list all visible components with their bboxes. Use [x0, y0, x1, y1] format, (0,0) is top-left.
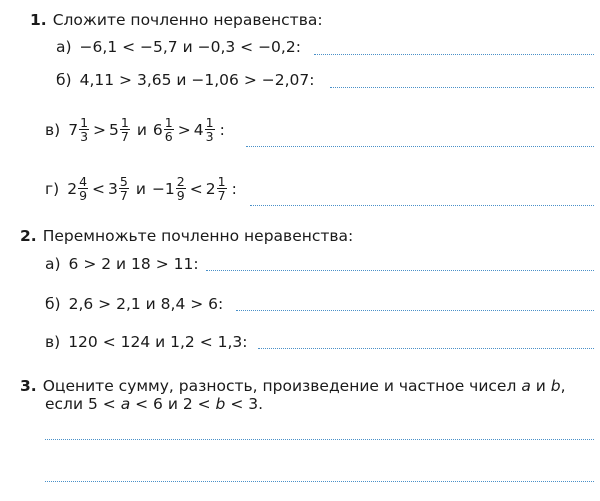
task-3-condition [45, 394, 263, 414]
task-3-line1: Оцените сумму, разность, произведение и частное чисел [42, 377, 517, 395]
fraction-numerator: 2 [176, 174, 185, 189]
task-2b-item [45, 294, 223, 314]
fraction-numerator: 5 [119, 174, 128, 189]
comparison-operator: < [92, 179, 106, 198]
fraction-numerator: 4 [79, 174, 88, 189]
task-3-comma: , [560, 377, 566, 395]
fraction-numerator: 1 [205, 115, 214, 130]
task-2v-label: в) [45, 333, 61, 351]
variable-b: b [550, 377, 561, 395]
task-3-condition-mid: < 6 и 2 < [135, 395, 211, 413]
task-1b-label: б) [56, 71, 72, 89]
task-2v-item [45, 332, 248, 352]
fraction [119, 175, 129, 202]
comparison-operator: > [177, 120, 191, 139]
task-2b-label: б) [45, 295, 61, 313]
fraction [205, 116, 215, 143]
item-colon: : [219, 120, 225, 139]
task-2v-answer-line[interactable] [258, 348, 594, 349]
mixed-number-whole: 4 [193, 120, 204, 139]
task-2b-text: 2,6 > 2,1 и 8,4 > 6: [68, 295, 224, 313]
fraction [78, 175, 88, 202]
task-1v-label: в) [45, 120, 61, 139]
task-1a-answer-line[interactable] [314, 54, 594, 55]
fraction-numerator: 1 [217, 174, 226, 189]
task-1-heading [30, 10, 323, 30]
task-3-condition-start: если 5 < [45, 395, 116, 413]
task-2a-answer-line[interactable] [206, 270, 594, 271]
task-1-title: Сложите почленно неравенства: [52, 11, 323, 29]
conjunction: и [135, 179, 146, 198]
fraction [164, 116, 174, 143]
fraction-numerator: 1 [80, 115, 89, 130]
task-2-heading [20, 226, 353, 246]
task-1a-item [56, 37, 301, 57]
task-2a-item [45, 254, 199, 274]
mixed-number-whole: −1 [151, 179, 175, 198]
task-2v-text: 120 < 124 и 1,2 < 1,3: [68, 333, 248, 351]
fraction [79, 116, 89, 143]
task-1-number: 1. [30, 11, 47, 29]
task-2b-answer-line[interactable] [236, 310, 594, 311]
fraction-denominator: 9 [79, 188, 88, 203]
fraction [217, 175, 227, 202]
variable-a: a [120, 395, 131, 413]
comparison-operator: > [93, 120, 107, 139]
fraction [120, 116, 130, 143]
task-2a-text: 6 > 2 и 18 > 11: [68, 255, 199, 273]
task-1b-item [56, 70, 314, 90]
task-1a-label: а) [56, 38, 72, 56]
variable-b: b [215, 395, 226, 413]
task-2-title: Перемножьте почленно неравенства: [42, 227, 354, 245]
fraction-denominator: 7 [120, 129, 129, 144]
task-1v-item [45, 116, 225, 143]
fraction-denominator: 6 [164, 129, 173, 144]
fraction-numerator: 1 [120, 115, 129, 130]
task-3-number: 3. [20, 377, 37, 395]
conjunction: и [136, 120, 147, 139]
fraction-denominator: 9 [176, 188, 185, 203]
task-2-number: 2. [20, 227, 37, 245]
fraction-denominator: 3 [80, 129, 89, 144]
mixed-number-whole: 7 [68, 120, 79, 139]
task-3-answer-line-2[interactable] [45, 481, 594, 482]
mixed-number-whole: 6 [152, 120, 163, 139]
fraction-denominator: 7 [217, 188, 226, 203]
task-3-condition-end: < 3. [230, 395, 264, 413]
task-3-answer-line-1[interactable] [45, 439, 594, 440]
item-colon: : [231, 179, 237, 198]
mixed-number-whole: 5 [109, 120, 119, 139]
task-3-and: и [535, 377, 546, 395]
fraction-numerator: 1 [164, 115, 173, 130]
variable-a: a [521, 377, 531, 395]
task-3-heading [20, 376, 566, 396]
fraction [176, 175, 186, 202]
fraction-denominator: 7 [119, 188, 128, 203]
task-1a-text: −6,1 < −5,7 и −0,3 < −0,2: [79, 38, 301, 56]
task-2a-label: а) [45, 255, 61, 273]
mixed-number-whole: 3 [108, 179, 118, 198]
task-1v-answer-line[interactable] [246, 146, 594, 147]
task-1g-item [45, 175, 237, 202]
task-1b-text: 4,11 > 3,65 и −1,06 > −2,07: [79, 71, 315, 89]
task-1b-answer-line[interactable] [330, 87, 594, 88]
task-1g-answer-line[interactable] [250, 205, 594, 206]
mixed-number-whole: 2 [67, 179, 78, 198]
task-1g-label: г) [45, 179, 60, 198]
fraction-denominator: 3 [205, 129, 214, 144]
mixed-number-whole: 2 [205, 179, 216, 198]
comparison-operator: < [189, 179, 203, 198]
